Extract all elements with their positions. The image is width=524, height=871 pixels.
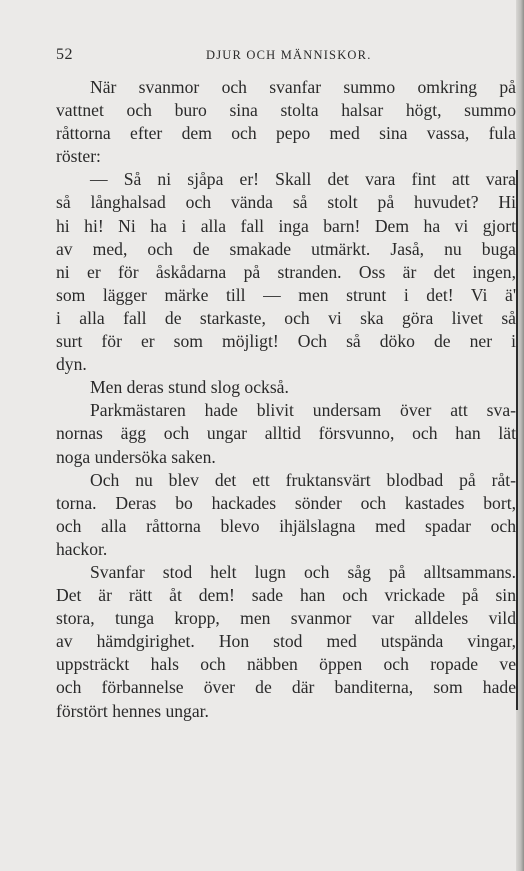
text-line: som lägger märke till — men strunt i det! Vi ä' [56,284,516,305]
text-line: stora, tunga kropp, men svanmor var alldeles vild [56,608,516,629]
text-line: noga undersöka saken. [56,446,216,467]
text-line: När svanmor och svanfar summo omkring på [90,77,516,97]
text-line: råttorna efter dem och pepo med sina vassa, fula [56,123,516,144]
text-line: Det är rätt åt dem! sade han och vrickade på sin [56,585,516,606]
text-line: ni er för åskådarna på stranden. Oss är det ingen, [56,261,516,282]
text-line: Men deras stund slog också. [90,377,289,398]
text-line: vattnet och buro sina stolta halsar högt, summo [56,100,516,121]
text-line: röster: [56,146,101,167]
text-line: — Så ni sjåpa er! Skall det vara fint att vara [90,169,516,190]
text-line: i alla fall de starkaste, och vi ska göra livet så [56,307,516,328]
text-line: förstört hennes ungar. [56,700,209,721]
text-line: torna. Deras bo hackades sönder och kastades bort, [56,492,516,513]
text-line: Svanfar stod helt lugn och såg på alltsammans. [90,561,516,582]
text-line: Och nu blev det ett fruktansvärt blodbad på råt- [90,469,516,490]
text-line: av med, och de smakade utmärkt. Jaså, nu buga [56,238,516,259]
text-line: och alla råttorna blevo ihjälslagna med spadar och [56,515,516,536]
text-line: hi hi! Ni ha i alla fall inga barn! Dem ha vi gjort [56,215,516,236]
text-line: Parkmästaren hade blivit undersam över att sva- [90,400,516,421]
running-head [56,46,516,66]
body-text [56,76,516,723]
text-line: uppsträckt hals och näbben öppen och ropade ve [56,654,516,675]
page-edge-line [516,170,518,710]
text-line: så långhalsad och vända så stolt på huvudet? Hi [56,192,516,213]
text-line: hackor. [56,538,108,559]
text-line: nornas ägg och ungar alltid försvunno, och han lät [56,423,516,444]
page-number: 52 [56,46,73,63]
text-line: dyn. [56,354,87,375]
text-line: och förbannelse över de där banditerna, som hade [56,677,516,698]
running-title: DJUR OCH MÄNNISKOR. [206,48,372,62]
text-line: surt för er som möjligt! Och så döko de ner i [56,331,516,352]
text-line: av hämdgirighet. Hon stod med utspända vingar, [56,631,516,652]
